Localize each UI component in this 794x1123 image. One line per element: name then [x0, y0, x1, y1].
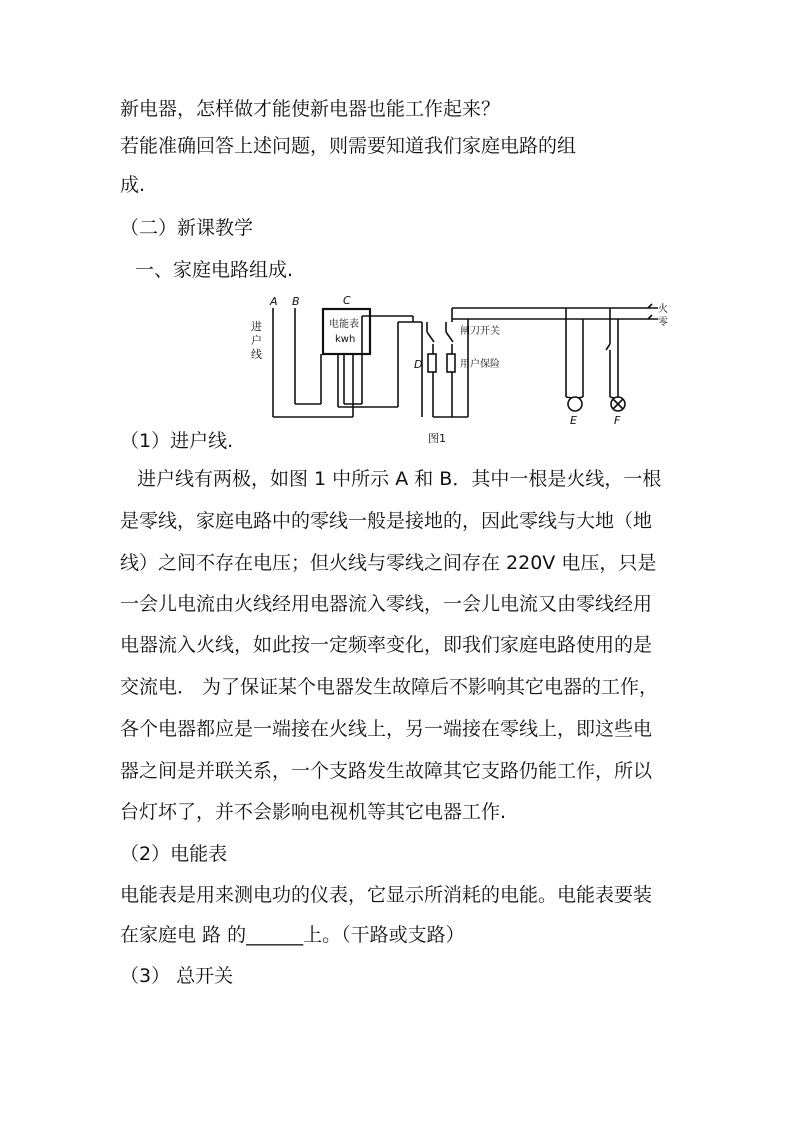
knife-switch-label: 闸刀开关: [460, 326, 500, 337]
subsection-heading: 一、家庭电路组成.: [135, 259, 294, 281]
live-label: 火: [658, 304, 668, 315]
text-line: 新电器，怎样做才能使新电器也能工作起来？: [120, 98, 501, 120]
text-line: 器之间是并联关系，一个支路发生故障其它支路仍能工作，所以: [120, 760, 653, 782]
item-heading: （3） 总开关: [120, 965, 234, 987]
text-line: 在家庭电 路 的______上。（干路或支路）: [120, 924, 465, 946]
text-line: 进户线有两极，如图 1 中所示 A 和 B．其中一根是火线，一根: [137, 468, 662, 490]
fuse-label: 用户保险: [460, 359, 500, 370]
label-b: B: [292, 295, 300, 308]
section-heading: （二）新课教学: [120, 217, 254, 239]
text-line: 电能表是用来测电功的仪表，它显示所消耗的电能。电能表要装: [120, 884, 653, 906]
meter-label: 电能表: [329, 319, 359, 330]
label-f: F: [614, 414, 621, 427]
entry-label: 进: [251, 320, 262, 333]
figure-caption: 图1: [428, 432, 446, 445]
text-line: 交流电． 为了保证某个电器发生故障后不影响其它电器的工作，: [120, 676, 659, 698]
text-line: 成.: [120, 174, 146, 196]
entry-label: 线: [251, 348, 262, 361]
circuit-diagram: [248, 292, 688, 452]
label-e: E: [570, 414, 577, 427]
text-line: 是零线，家庭电路中的零线一般是接地的，因此零线与大地（地: [120, 510, 653, 532]
entry-label: 户: [251, 334, 262, 347]
text-line: 线）之间不存在电压；但火线与零线之间存在 220V 电压，只是: [120, 552, 657, 574]
item-heading: （1）进户线.: [120, 430, 234, 452]
text-line: 若能准确回答上述问题，则需要知道我们家庭电路的组: [120, 135, 577, 157]
neutral-label: 零: [658, 317, 668, 328]
label-c: C: [343, 294, 351, 307]
label-a: A: [270, 295, 278, 308]
text-line: 电器流入火线，如此按一定频率变化，即我们家庭电路使用的是: [120, 634, 653, 656]
meter-unit: kwh: [335, 334, 356, 345]
text-line: 一会儿电流由火线经用电器流入零线，一会儿电流又由零线经用: [120, 593, 653, 615]
item-heading: （2）电能表: [120, 843, 228, 865]
label-d: D: [414, 358, 423, 371]
text-line: 台灯坏了，并不会影响电视机等其它电器工作.: [120, 801, 507, 823]
text-line: 各个电器都应是一端接在火线上，另一端接在零线上，即这些电: [120, 718, 653, 740]
